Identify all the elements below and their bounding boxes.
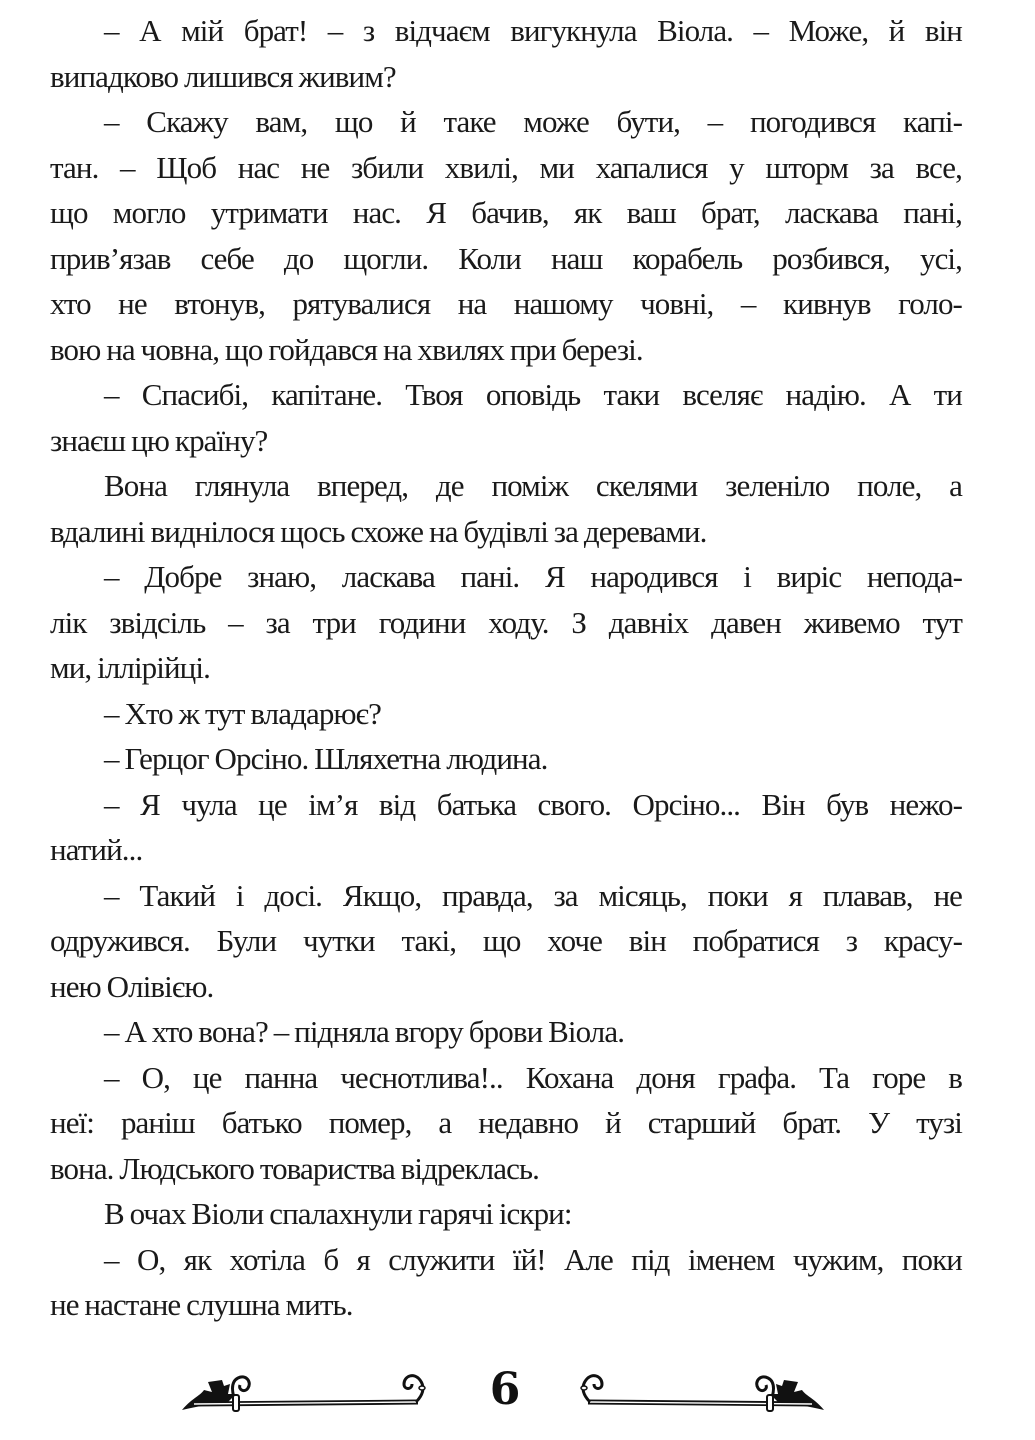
text-line: – А хто вона? – підняла вгору брови Віола. (104, 1014, 625, 1049)
text-line: знаєш цю країну? (50, 422, 268, 458)
text-line: прив’язав себе до щогли. Коли наш корабель розбився, усі, (50, 240, 962, 276)
page-footer (0, 1350, 1035, 1430)
text-line: випадково лишився живим? (50, 58, 396, 94)
page-body (50, 8, 962, 1328)
text-line: – Спасибі, капітане. Твоя оповідь таки вселяє надію. А ти (104, 377, 962, 412)
text-line: – Такий і досі. Якщо, правда, за місяць, поки я плавав, не (104, 877, 962, 913)
text-line: ми, іллірійці. (50, 650, 210, 685)
page-number: 6 (489, 1364, 521, 1415)
text-line: – Хто ж тут владарює? (104, 695, 381, 731)
scroll-flourish-icon (578, 1368, 828, 1418)
text-line: тан. – Щоб нас не збили хвилі, ми хапалися у шторм за все, (50, 149, 962, 185)
text-line: хто не втонув, рятувалися на нашому човні, – кивнув голо- (50, 286, 962, 321)
text-line: В очах Віоли спалахнули гарячі іскри: (104, 1196, 572, 1231)
text-line: неї: раніш батько помер, а недавно й старший брат. У тузі (50, 1105, 962, 1140)
text-line: не настане слушна мить. (50, 1287, 353, 1322)
text-line: – Я чула це ім’я від батька свого. Орсіно... Він був нежо- (104, 786, 962, 822)
text-line: вдалині виднілося щось схоже на будівлі за деревами. (50, 513, 707, 549)
text-line: – О, це панна чеснотлива!.. Кохана доня графа. Та горе в (104, 1059, 962, 1095)
text-line: – О, як хотіла б я служити їй! Але під іменем чужим, поки (104, 1241, 962, 1277)
scroll-flourish-icon (178, 1368, 428, 1418)
text-line: вою на човна, що гойдався на хвилях при березі. (50, 331, 643, 367)
text-line: Вона глянула вперед, де поміж скелями зеленіло поле, а (104, 468, 962, 503)
text-line: вона. Людського товариства відреклась. (50, 1150, 540, 1186)
text-line: – Герцог Орсіно. Шляхетна людина. (104, 741, 548, 776)
text-line: – А мій брат! – з відчаєм вигукнула Віола. – Може, й він (104, 13, 962, 48)
text-line: лік звідсіль – за три години ходу. З давніх давен живемо тут (50, 604, 962, 640)
text-line: одружився. Були чутки такі, що хоче він побратися з красу- (50, 923, 962, 958)
text-line: – Скажу вам, що й таке може бути, – погодився капі- (104, 104, 962, 139)
text-line: натий... (50, 832, 143, 867)
text-line: що могло утримати нас. Я бачив, як ваш брат, ласкава пані, (50, 195, 962, 230)
text-line: – Добре знаю, ласкава пані. Я народився і виріс непода- (104, 559, 962, 594)
text-line: нею Олівією. (50, 968, 214, 1004)
